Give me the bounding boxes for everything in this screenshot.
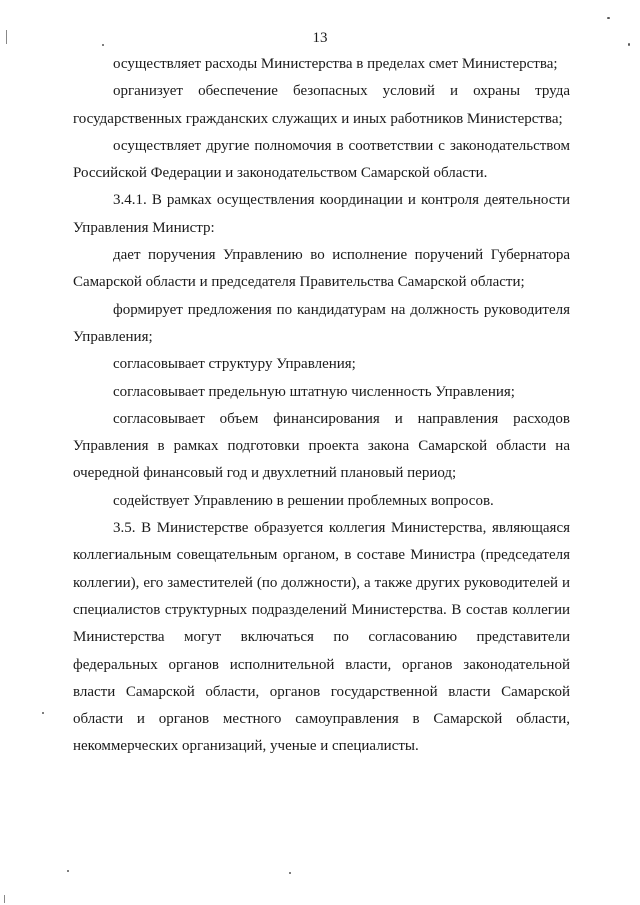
scan-speck: [42, 712, 44, 714]
paragraph: осуществляет другие полномочия в соответствии с законодательством Российской Федерации и законодательством Самарской области.: [73, 137, 570, 182]
paragraph: согласовывает структуру Управления;: [113, 356, 356, 373]
paragraph: формирует предложения по кандидатурам на должность руководителя Управления;: [73, 301, 570, 345]
paragraph: содействует Управлению в решении проблемных вопросов.: [113, 492, 494, 509]
scan-speck: [102, 44, 104, 46]
scan-edge-mark: [4, 895, 5, 903]
scan-speck: [289, 872, 291, 874]
paragraph: организует обеспечение безопасных условий и охраны труда государственных гражданских служащих и иных работников Министерства;: [73, 83, 570, 127]
page-number: 13: [312, 30, 328, 46]
scan-speck: [607, 17, 610, 19]
paragraph: дает поручения Управлению во исполнение поручений Губернатора Самарской области и председателя Правительства Самарской области;: [73, 247, 570, 291]
scan-speck: [628, 43, 630, 46]
scan-edge-mark: [6, 30, 7, 44]
paragraph: 3.5. В Министерстве образуется коллегия Министерства, являющаяся коллегиальным совещательным органом, в составе Министра (председателя коллегии), его заместителей (по должности), а также других руководителей и специалистов структурных подразделений Министерства. В состав коллегии Министерства могут включаться по согласованию представители федеральных органов исполнительной власти, органов законодательной власти Самарской области, органов государственной власти Самарской области и органов местного самоуправления в Самарской области, некоммерческих организаций, ученые и специалисты.: [73, 520, 570, 755]
paragraph: 3.4.1. В рамках осуществления координации и контроля деятельности Управления Министр:: [73, 192, 570, 236]
scan-speck: [67, 870, 69, 872]
paragraph: осуществляет расходы Министерства в пределах смет Министерства;: [113, 56, 558, 72]
paragraph: согласовывает предельную штатную численность Управления;: [113, 383, 515, 400]
document-body: [73, 51, 570, 761]
paragraph: согласовывает объем финансирования и направления расходов Управления в рамках подготовки проекта закона Самарской области на очередной финансовый год и двухлетний плановый период;: [73, 410, 570, 482]
